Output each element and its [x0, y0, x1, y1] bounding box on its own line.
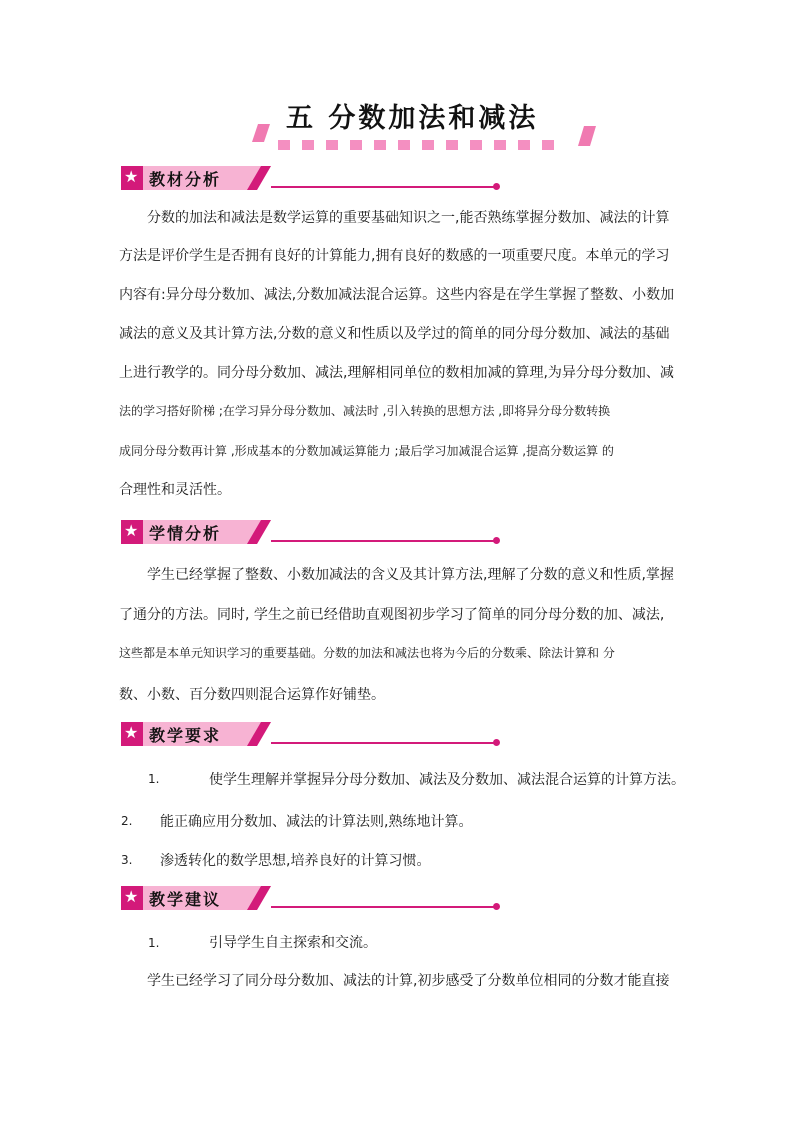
section-heading-suggestions — [121, 886, 501, 910]
list-number: 1. — [148, 772, 160, 786]
paragraph-line: 学生已经学习了同分母分数加、减法的计算,初步感受了分数单位相同的分数才能直接 — [147, 973, 670, 989]
section-heading-textbook — [121, 166, 501, 190]
section-end-dot — [493, 739, 500, 746]
list-item: 能正确应用分数加、减法的计算法则,熟练地计算。 — [160, 814, 473, 830]
list-item: 引导学生自主探索和交流。 — [209, 935, 377, 951]
title-decoration — [250, 124, 604, 158]
section-end-dot — [493, 903, 500, 910]
paragraph-line: 了通分的方法。同时, 学生之前已经借助直观图初步学习了简单的同分母分数的加、减法, — [119, 607, 665, 623]
paragraph-line: 分数的加法和减法是数学运算的重要基础知识之一,能否熟练掌握分数加、减法的计算 — [147, 210, 670, 226]
list-number: 3. — [121, 853, 133, 867]
paragraph-line: 减法的意义及其计算方法,分数的意义和性质以及学过的简单的同分母分数加、减法的基础 — [119, 326, 670, 342]
paragraph-line: 这些都是本单元知识学习的重要基础。分数的加法和减法也将为今后的分数乘、除法计算和 分 — [119, 646, 615, 660]
star-icon: ★ — [124, 723, 139, 742]
list-number: 1. — [148, 936, 160, 950]
paragraph-line: 数、小数、百分数四则混合运算作好铺垫。 — [119, 687, 385, 703]
paragraph-line: 合理性和灵活性。 — [119, 482, 231, 498]
paragraph-line: 内容有:异分母分数加、减法,分数加减法混合运算。这些内容是在学生掌握了整数、小数加 — [119, 287, 675, 303]
star-icon: ★ — [124, 167, 139, 186]
section-underline — [271, 540, 495, 542]
section-end-dot — [493, 537, 500, 544]
section-label: 学情分析 — [149, 524, 222, 543]
section-end-dot — [493, 183, 500, 190]
page-title: 五 分数加法和减法 — [286, 103, 539, 134]
list-number: 2. — [121, 814, 133, 828]
section-underline — [271, 742, 495, 744]
star-icon: ★ — [124, 521, 139, 540]
section-underline — [271, 186, 495, 188]
paragraph-line: 上进行教学的。同分母分数加、减法,理解相同单位的数相加减的算理,为异分母分数加、减 — [119, 365, 674, 381]
paragraph-line: 学生已经掌握了整数、小数加减法的含义及其计算方法,理解了分数的意义和性质,掌握 — [147, 567, 674, 583]
section-underline — [271, 906, 495, 908]
section-label: 教学要求 — [149, 726, 222, 745]
section-label: 教材分析 — [149, 170, 222, 189]
section-heading-learner — [121, 520, 501, 544]
paragraph-line: 法的学习搭好阶梯 ;在学习异分母分数加、减法时 ,引入转换的思想方法 ,即将异分母分数转换 — [119, 404, 611, 418]
paragraph-line: 成同分母分数再计算 ,形成基本的分数加减运算能力 ;最后学习加减混合运算 ,提高分数运算 的 — [119, 444, 614, 458]
list-item: 使学生理解并掌握异分母分数加、减法及分数加、减法混合运算的计算方法。 — [209, 772, 685, 788]
section-heading-requirements — [121, 722, 501, 746]
list-item: 渗透转化的数学思想,培养良好的计算习惯。 — [160, 853, 431, 869]
star-icon: ★ — [124, 887, 139, 906]
section-label: 教学建议 — [149, 890, 222, 909]
paragraph-line: 方法是评价学生是否拥有良好的计算能力,拥有良好的数感的一项重要尺度。本单元的学习 — [119, 248, 670, 264]
